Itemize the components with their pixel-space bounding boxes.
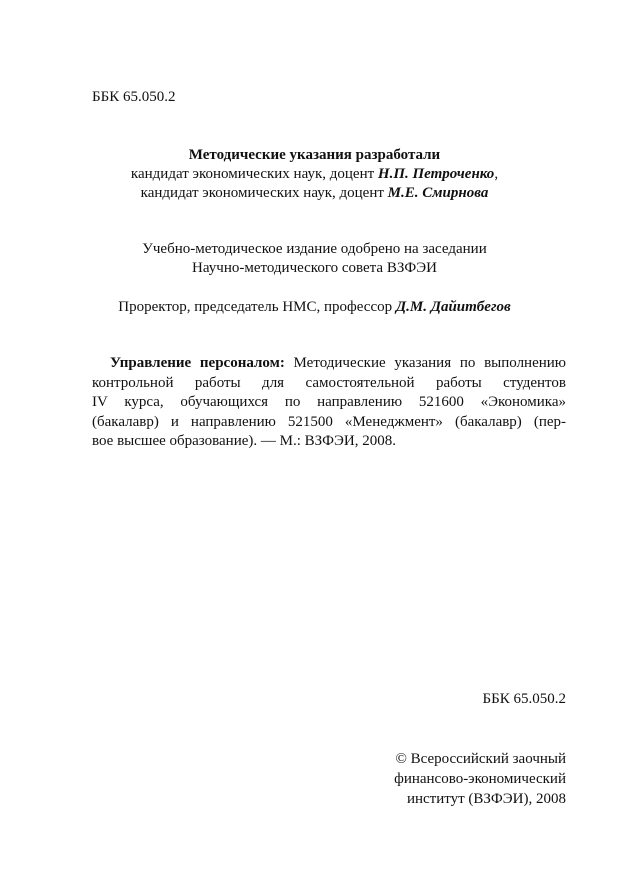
- copyright-block: [0, 749, 566, 809]
- copyright-line-3: институт (ВЗФЭИ), 2008: [406, 791, 566, 807]
- authors-heading: Методические указания разработали: [188, 147, 441, 163]
- bibliographic-annotation: [92, 354, 566, 452]
- annotation-title: Управление персоналом:: [110, 355, 285, 371]
- author-2-name: М.Е. Смирнова: [387, 185, 489, 201]
- author-1-credentials: кандидат экономических наук, доцент: [130, 166, 378, 182]
- annotation-line-2: контрольной работы для самостоятельной работы студентов: [92, 374, 566, 391]
- copyright-line-1: © Всероссийский заочный: [395, 751, 566, 767]
- approval-line-1: Учебно-методическое издание одобрено на заседании: [142, 241, 487, 257]
- annotation-line-5: вое высшее образование). — М.: ВЗФЭИ, 2008.: [92, 433, 396, 449]
- author-1-name: Н.П. Петроченко: [377, 166, 495, 182]
- author-line-2: [0, 184, 629, 202]
- bbk-code-top: ББК 65.050.2: [92, 89, 176, 105]
- author-2-credentials: кандидат экономических наук, доцент: [140, 185, 388, 201]
- copyright-line-2: финансово-экономический: [394, 771, 566, 787]
- annotation-line-1-text: Методические указания по выполнению: [284, 355, 566, 371]
- prorector-name: Д.М. Дайитбегов: [395, 299, 511, 315]
- annotation-line-1: [92, 354, 566, 374]
- prorector-line: [0, 298, 629, 316]
- annotation-line-3: IV курса, обучающихся по направлению 521600 «Экономика»: [92, 394, 566, 410]
- annotation-line-4: (бакалавр) и направлению 521500 «Менеджмент» (бакалавр) (пер-: [92, 413, 566, 430]
- approval-line-2: Научно-методического совета ВЗФЭИ: [192, 260, 437, 276]
- bbk-code-bottom: ББК 65.050.2: [482, 691, 566, 707]
- author-line-1: [0, 165, 629, 183]
- prorector-title: Проректор, председатель НМС, профессор: [118, 299, 396, 315]
- author-1-suffix: ,: [494, 166, 499, 182]
